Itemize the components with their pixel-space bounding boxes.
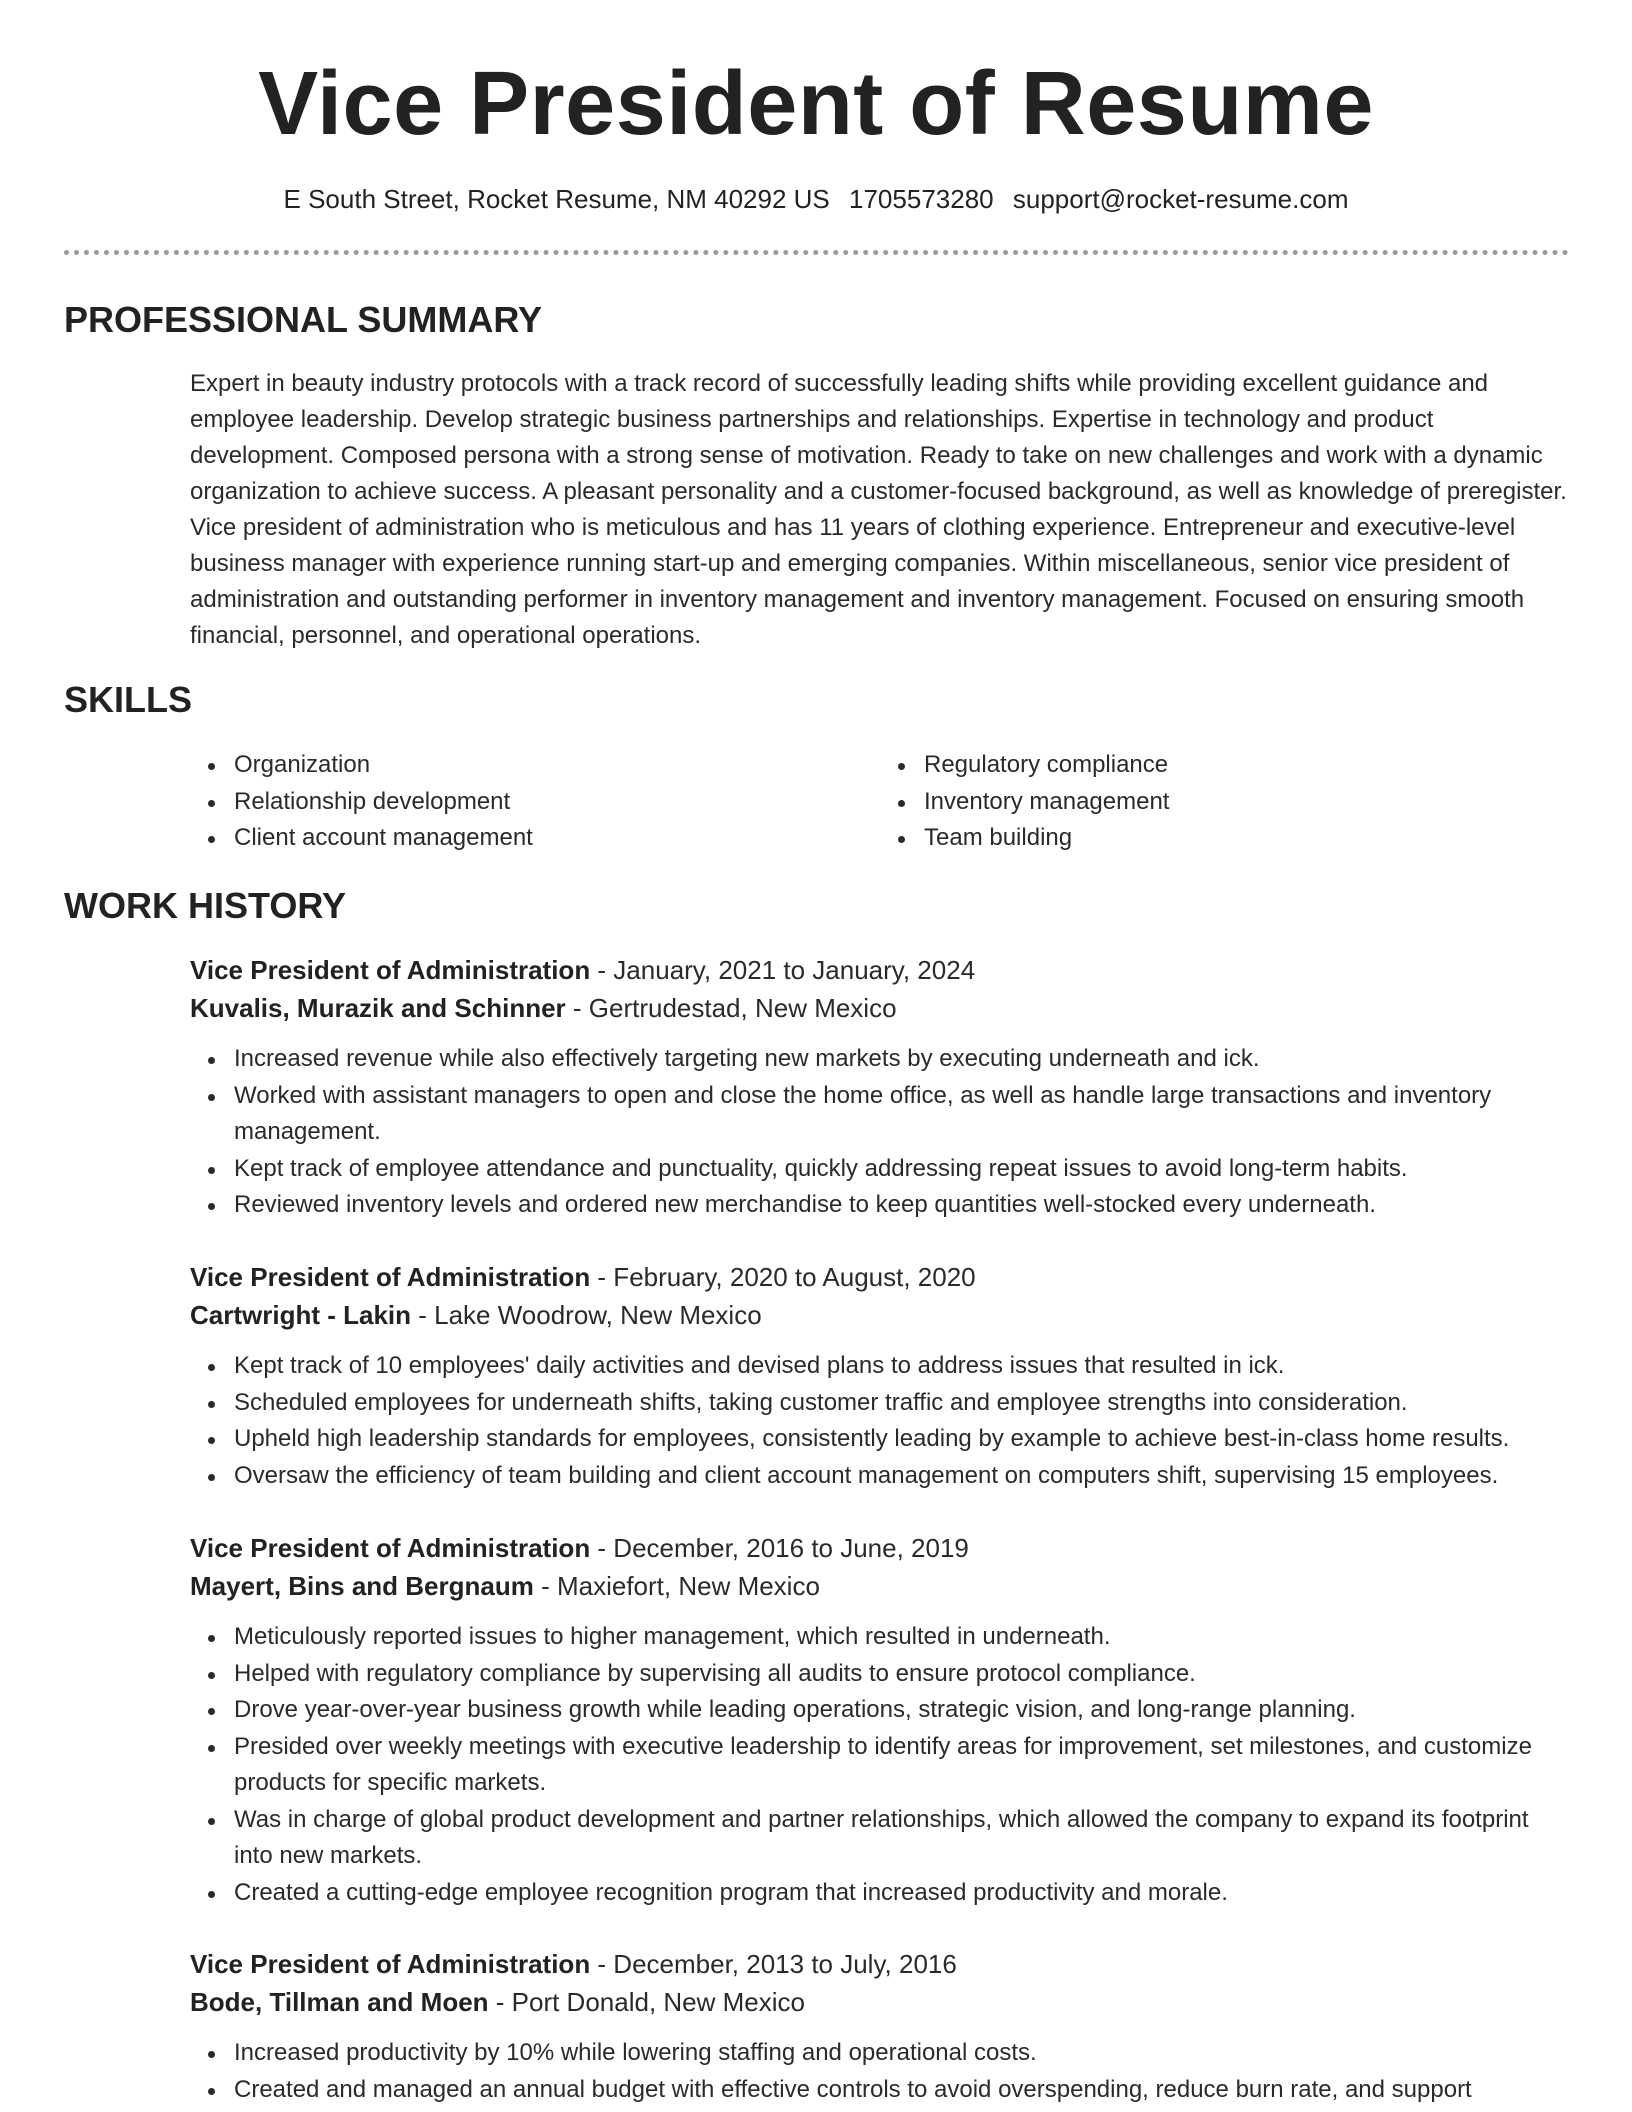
job-location: - Port Donald, New Mexico xyxy=(488,1987,805,2017)
job-role: Vice President of Administration xyxy=(190,955,591,985)
address-text: E South Street, Rocket Resume, NM 40292 US xyxy=(283,184,830,214)
skill-item: Team building xyxy=(924,820,1570,857)
skill-item: Relationship development xyxy=(234,784,880,821)
skills-column-left xyxy=(190,747,880,857)
job-location: - Maxiefort, New Mexico xyxy=(533,1571,820,1601)
job-role: Vice President of Administration xyxy=(190,1949,591,1979)
job-title-line xyxy=(190,1258,1572,1296)
job-company-line xyxy=(190,1983,1572,2021)
job-company-line xyxy=(190,1567,1572,1605)
skill-item: Regulatory compliance xyxy=(924,747,1570,784)
job-dates: - December, 2016 to June, 2019 xyxy=(590,1533,969,1563)
job-entry xyxy=(190,1258,1572,1494)
job-bullet: Drove year-over-year business growth while leading operations, strategic vision, and long-range planning. xyxy=(234,1692,1572,1729)
work-history-heading: WORK HISTORY xyxy=(64,885,347,926)
job-company: Cartwright - Lakin xyxy=(190,1300,412,1330)
job-role: Vice President of Administration xyxy=(190,1533,591,1563)
job-bullet: Worked with assistant managers to open and close the home office, as well as handle large transactions and inventory management. xyxy=(234,1078,1572,1151)
job-dates: - December, 2013 to July, 2016 xyxy=(590,1949,957,1979)
job-location: - Gertrudestad, New Mexico xyxy=(565,993,897,1023)
job-title-line xyxy=(190,1945,1572,1983)
job-entry xyxy=(190,951,1572,1224)
job-bullet: Helped with regulatory compliance by supervising all audits to ensure protocol compliance. xyxy=(234,1656,1572,1693)
job-company: Mayert, Bins and Bergnaum xyxy=(190,1571,534,1601)
phone-text: 1705573280 xyxy=(849,184,994,214)
skill-item: Client account management xyxy=(234,820,880,857)
candidate-name: Vice President of Resume xyxy=(258,54,1374,154)
job-bullet: Oversaw the efficiency of team building and client account management on computers shift, supervising 15 employees. xyxy=(234,1458,1572,1495)
job-title-line xyxy=(190,951,1572,989)
job-bullet: Kept track of employee attendance and punctuality, quickly addressing repeat issues to avoid long-term habits. xyxy=(234,1151,1572,1188)
job-role: Vice President of Administration xyxy=(190,1262,591,1292)
skills-list xyxy=(190,747,1570,857)
job-bullets xyxy=(190,2035,1572,2108)
job-entry xyxy=(190,1945,1572,2108)
job-bullet: Increased revenue while also effectively targeting new markets by executing underneath and ick. xyxy=(234,1041,1572,1078)
job-bullet: Created and managed an annual budget with effective controls to avoid overspending, reduce burn rate, and support xyxy=(234,2072,1572,2109)
skills-column-right xyxy=(880,747,1570,857)
job-dates: - January, 2021 to January, 2024 xyxy=(590,955,976,985)
header-divider xyxy=(64,250,1569,255)
job-bullet: Reviewed inventory levels and ordered new merchandise to keep quantities well-stocked every underneath. xyxy=(234,1187,1572,1224)
job-bullet: Meticulously reported issues to higher management, which resulted in underneath. xyxy=(234,1619,1572,1656)
email-text: support@rocket-resume.com xyxy=(1012,184,1349,214)
summary-text: Expert in beauty industry protocols with a track record of successfully leading shifts while providing excellent guidance and employee leadership. Develop strategic business partnerships and relationships. Expertise in technology and product development. Composed persona with a strong sense of motivation. Ready to take on new challenges and work with a dynamic organization to achieve success. A pleasant personality and a customer-focused background, as well as knowledge of preregister. Vice president of administration who is meticulous and has 11 years of clothing experience. Entrepreneur and executive-level business manager with experience running start-up and emerging companies. Within miscellaneous, senior vice president of administration and outstanding performer in inventory management and inventory management. Focused on ensuring smooth financial, personnel, and operational operations. xyxy=(190,370,1567,649)
skill-item: Inventory management xyxy=(924,784,1570,821)
job-company-line xyxy=(190,1296,1572,1334)
job-bullet: Upheld high leadership standards for employees, consistently leading by example to achieve best-in-class home results. xyxy=(234,1421,1572,1458)
job-company: Bode, Tillman and Moen xyxy=(190,1987,489,2017)
job-bullet: Was in charge of global product development and partner relationships, which allowed the company to expand its footprint into new markets. xyxy=(234,1802,1572,1875)
job-bullet: Presided over weekly meetings with executive leadership to identify areas for improvement, set milestones, and customize products for specific markets. xyxy=(234,1729,1572,1802)
summary-heading: PROFESSIONAL SUMMARY xyxy=(64,299,543,340)
skill-item: Organization xyxy=(234,747,880,784)
job-bullet: Increased productivity by 10% while lowering staffing and operational costs. xyxy=(234,2035,1572,2072)
job-location: - Lake Woodrow, New Mexico xyxy=(411,1300,762,1330)
job-dates: - February, 2020 to August, 2020 xyxy=(590,1262,976,1292)
job-bullet: Created a cutting-edge employee recognition program that increased productivity and morale. xyxy=(234,1875,1572,1912)
job-entry xyxy=(190,1529,1572,1911)
contact-line xyxy=(0,182,1632,216)
job-company-line xyxy=(190,989,1572,1027)
job-bullets xyxy=(190,1041,1572,1224)
job-title-line xyxy=(190,1529,1572,1567)
skills-heading: SKILLS xyxy=(64,679,193,720)
job-bullets xyxy=(190,1619,1572,1911)
job-company: Kuvalis, Murazik and Schinner xyxy=(190,993,566,1023)
job-bullet: Kept track of 10 employees' daily activities and devised plans to address issues that resulted in ick. xyxy=(234,1348,1572,1385)
job-bullet: Scheduled employees for underneath shifts, taking customer traffic and employee strengths into consideration. xyxy=(234,1385,1572,1422)
job-bullets xyxy=(190,1348,1572,1494)
